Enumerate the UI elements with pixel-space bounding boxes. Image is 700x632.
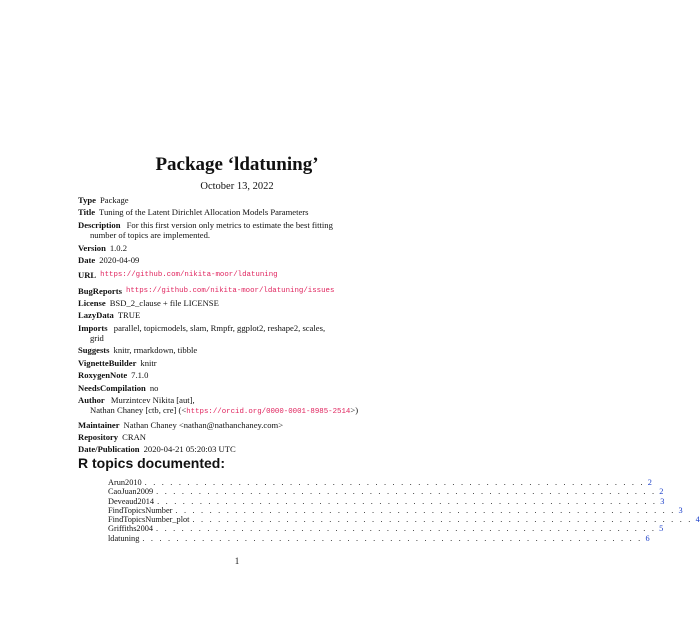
field-value-continued: number of topics are implemented.	[90, 230, 211, 241]
description-fields	[78, 193, 398, 455]
toc-page-link[interactable]: 3	[678, 505, 683, 515]
toc-entry[interactable]	[108, 496, 665, 506]
field-needscompilation	[78, 383, 398, 393]
toc-leader-dots: . . . . . . . . . . . . . . . . . . . . . . . . . . . . . . . . . . . . . . . . . . . . . . . . . . . . . . . . . . .	[157, 496, 658, 506]
field-roxygennote	[78, 370, 398, 380]
toc-page-link[interactable]: 2	[647, 478, 652, 487]
bugreports-link[interactable]: https://github.com/nikita-moor/ldatuning/issues	[125, 286, 335, 295]
table-of-contents	[108, 478, 700, 543]
field-title	[78, 207, 398, 217]
field-key: Maintainer	[78, 419, 120, 430]
page-number: 1	[234, 556, 240, 566]
field-value: CRAN	[122, 432, 146, 443]
toc-leader-dots: . . . . . . . . . . . . . . . . . . . . . . . . . . . . . . . . . . . . . . . . . . . . . . . . . . . . . . . . . . .	[156, 524, 657, 534]
toc-page-link[interactable]: 3	[660, 496, 665, 506]
field-value-continued	[78, 405, 398, 417]
field-publication	[78, 444, 398, 454]
field-value: For this first version only metrics to estimate the best fitting	[126, 219, 333, 230]
field-url	[78, 270, 398, 280]
field-key: RoxygenNote	[78, 370, 128, 381]
field-value-continued: grid	[90, 333, 104, 344]
field-value: Package	[99, 195, 129, 206]
field-key: Author	[78, 394, 105, 405]
toc-page-link[interactable]: 4	[695, 515, 700, 525]
toc-leader-dots: . . . . . . . . . . . . . . . . . . . . . . . . . . . . . . . . . . . . . . . . . . . . . . . . . . . . . . . . . . .	[144, 478, 645, 487]
field-key: Description	[78, 219, 121, 230]
toc-entry[interactable]	[108, 533, 650, 543]
field-bugreports	[78, 286, 398, 296]
author-text-end: >)	[350, 405, 359, 416]
field-value: parallel, topicmodels, slam, Rmpfr, ggplot2, reshape2, scales,	[113, 322, 326, 333]
section-heading: R topics documented:	[78, 455, 226, 471]
toc-entry-name: ldatuning	[108, 533, 140, 543]
field-value: TRUE	[117, 310, 141, 321]
field-key: Version	[78, 242, 106, 253]
toc-leader-dots: . . . . . . . . . . . . . . . . . . . . . . . . . . . . . . . . . . . . . . . . . . . . . . . . . . . . . . . . . . .	[142, 533, 643, 543]
field-repository	[78, 432, 398, 442]
field-date	[78, 255, 398, 265]
field-value: 1.0.2	[109, 242, 128, 253]
field-value: knitr	[140, 357, 157, 368]
field-value: knitr, rmarkdown, tibble	[113, 345, 198, 356]
field-key: Type	[78, 195, 96, 206]
field-key: LazyData	[78, 310, 114, 321]
author-text: Nathan Chaney [ctb, cre] (<	[90, 405, 187, 416]
field-value: 7.1.0	[131, 370, 149, 381]
toc-entry-name: Deveaud2014	[108, 496, 155, 506]
field-key: NeedsCompilation	[78, 382, 146, 393]
toc-entry-name: CaoJuan2009	[108, 487, 154, 497]
url-link[interactable]: https://github.com/nikita-moor/ldatuning	[100, 271, 278, 280]
field-description	[78, 220, 398, 241]
field-key: Date	[78, 254, 96, 265]
toc-entry-name: FindTopicsNumber	[108, 505, 173, 515]
field-key: VignetteBuilder	[78, 357, 137, 368]
field-key: License	[78, 297, 106, 308]
toc-page-link[interactable]: 5	[659, 524, 664, 534]
field-license	[78, 298, 398, 308]
field-key: Suggests	[78, 345, 110, 356]
field-key: Date/Publication	[78, 444, 140, 455]
toc-entry-name: FindTopicsNumber_plot	[108, 515, 190, 525]
field-lazydata	[78, 310, 398, 320]
toc-entry[interactable]	[108, 515, 700, 525]
field-value: no	[149, 382, 159, 393]
toc-entry-name: Griffiths2004	[108, 524, 154, 534]
field-value: Murzintcev Nikita [aut],	[110, 394, 195, 405]
field-key: Repository	[78, 432, 119, 443]
field-vignettebuilder	[78, 358, 398, 368]
toc-entry[interactable]	[108, 487, 664, 497]
field-imports	[78, 323, 398, 344]
orcid-link[interactable]: https://orcid.org/0000-0001-8985-2514	[186, 408, 351, 417]
field-author	[78, 395, 398, 418]
field-value: 2020-04-21 05:20:03 UTC	[143, 444, 236, 455]
toc-leader-dots: . . . . . . . . . . . . . . . . . . . . . . . . . . . . . . . . . . . . . . . . . . . . . . . . . . . . . . . . . . .	[175, 505, 676, 515]
field-value: Tuning of the Latent Dirichlet Allocation Models Parameters	[99, 207, 309, 218]
toc-entry[interactable]	[108, 524, 664, 534]
toc-entry-name: Arun2010	[108, 478, 142, 487]
toc-entry[interactable]	[108, 505, 683, 515]
field-type	[78, 195, 398, 205]
toc-page-link[interactable]: 6	[645, 533, 650, 543]
toc-page-link[interactable]: 2	[659, 487, 664, 497]
field-key: URL	[78, 270, 97, 281]
field-key: Title	[78, 207, 96, 218]
package-title: Package ‘ldatuning’	[155, 154, 319, 175]
field-value: Nathan Chaney <nathan@nathanchaney.com>	[123, 419, 284, 430]
field-maintainer	[78, 420, 398, 430]
field-version	[78, 243, 398, 253]
field-key: BugReports	[78, 285, 122, 296]
field-suggests	[78, 345, 398, 355]
toc-entry[interactable]	[108, 478, 652, 487]
field-value: 2020-04-09	[99, 254, 140, 265]
toc-leader-dots: . . . . . . . . . . . . . . . . . . . . . . . . . . . . . . . . . . . . . . . . . . . . . . . . . . . . . . . . . . .	[192, 515, 693, 525]
field-value: BSD_2_clause + file LICENSE	[109, 297, 219, 308]
toc-leader-dots: . . . . . . . . . . . . . . . . . . . . . . . . . . . . . . . . . . . . . . . . . . . . . . . . . . . . . . . . . . .	[156, 487, 657, 497]
field-key: Imports	[78, 322, 108, 333]
document-date: October 13, 2022	[200, 181, 274, 192]
